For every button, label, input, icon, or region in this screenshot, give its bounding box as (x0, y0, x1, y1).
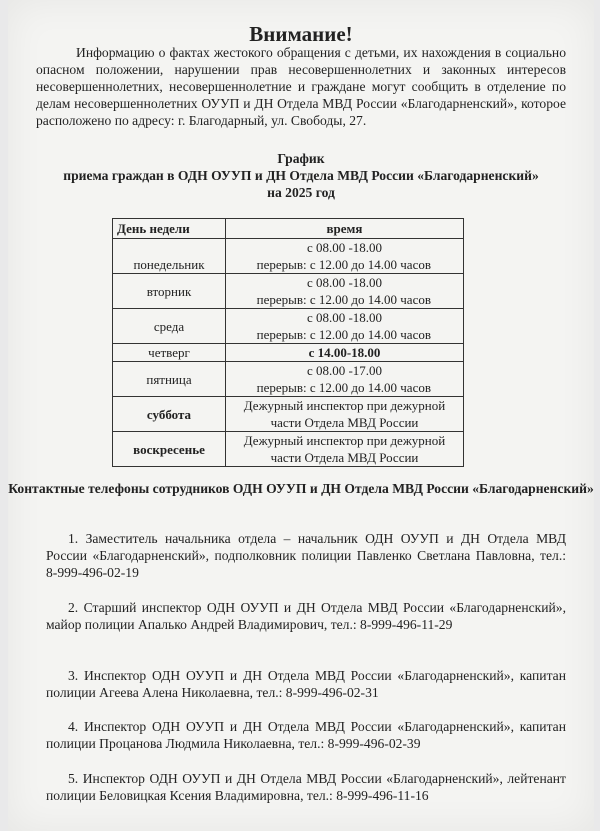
time-break: перерыв: с 12.00 до 14.00 часов (256, 327, 431, 342)
time-cell: Дежурный инспектор при дежурной части Отдела МВД России (226, 432, 464, 467)
time-cell (226, 239, 464, 274)
time-hours: с 08.00 -18.00 (306, 275, 383, 290)
schedule-heading: График (277, 151, 325, 166)
time-hours: с 08.00 -17.00 (306, 363, 383, 378)
time-cell: Дежурный инспектор при дежурной части Отдела МВД России (226, 397, 464, 432)
schedule-heading-block (8, 150, 594, 201)
column-header-day: День недели (113, 219, 226, 239)
document-sheet (8, 0, 594, 831)
time-break: перерыв: с 12.00 до 14.00 часов (256, 380, 431, 395)
contact-item: 1. Заместитель начальника отдела – начальник ОДН ОУУП и ДН Отдела МВД России «Благодарненский», подполковник полиции Павленко Светлана Павловна, тел.: 8-999-496-02-19 (46, 531, 566, 580)
contacts-heading: Контактные телефоны сотрудников ОДН ОУУП и ДН Отдела МВД России «Благодарненский» (8, 481, 594, 496)
table-row (113, 432, 464, 467)
time-hours: с 08.00 -18.00 (306, 240, 383, 255)
schedule-subheading: приема граждан в ОДН ОУУП и ДН Отдела МВД России «Благодарненский» (63, 168, 539, 183)
time-cell: с 14.00-18.00 (226, 344, 464, 362)
schedule-header-row (113, 219, 464, 239)
contact-item: 4. Инспектор ОДН ОУУП и ДН Отдела МВД России «Благодарненский», капитан полиции Процанова Людмила Николаевна, тел.: 8-999-496-02-39 (46, 719, 566, 751)
contact-item: 2. Старший инспектор ОДН ОУУП и ДН Отдела МВД России «Благодарненский», майор полиции Апалько Андрей Владимирович, тел.: 8-999-496-11-29 (46, 600, 566, 632)
contact-item: 5. Инспектор ОДН ОУУП и ДН Отдела МВД России «Благодарненский», лейтенант полиции Беловицкая Ксения Владимировна, тел.: 8-999-496-11-16 (46, 771, 566, 803)
time-cell (226, 309, 464, 344)
day-cell: пятница (113, 362, 226, 397)
day-cell: вторник (113, 274, 226, 309)
column-header-time: время (226, 219, 464, 239)
day-cell: суббота (113, 397, 226, 432)
day-cell: понедельник (113, 239, 226, 274)
schedule-table (112, 218, 464, 467)
day-cell: среда (113, 309, 226, 344)
time-break: перерыв: с 12.00 до 14.00 часов (256, 257, 431, 272)
time-cell (226, 362, 464, 397)
time-break: перерыв: с 12.00 до 14.00 часов (256, 292, 431, 307)
schedule-year: на 2025 год (267, 185, 335, 200)
day-cell: воскресенье (113, 432, 226, 467)
table-row (113, 239, 464, 274)
table-row (113, 344, 464, 362)
intro-paragraph: Информацию о фактах жестокого обращения с детьми, их нахождения в социально опасном положении, нарушении прав несовершеннолетних и законных интересов несовершеннолетних, несовершеннолетние и граждане могут сообщить в отделение по делам несовершеннолетних ОУУП и ДН Отдела МВД России «Благодарненский», которое расположено по адресу: г. Благодарный, ул. Свободы, 27. (36, 45, 566, 128)
table-row (113, 397, 464, 432)
table-row (113, 362, 464, 397)
time-hours: с 08.00 -18.00 (306, 310, 383, 325)
time-cell (226, 274, 464, 309)
page-title: Внимание! (249, 22, 353, 46)
table-row (113, 274, 464, 309)
contact-item: 3. Инспектор ОДН ОУУП и ДН Отдела МВД России «Благодарненский», капитан полиции Агеева Алена Николаевна, тел.: 8-999-496-02-31 (46, 668, 566, 700)
table-row (113, 309, 464, 344)
day-cell: четверг (113, 344, 226, 362)
